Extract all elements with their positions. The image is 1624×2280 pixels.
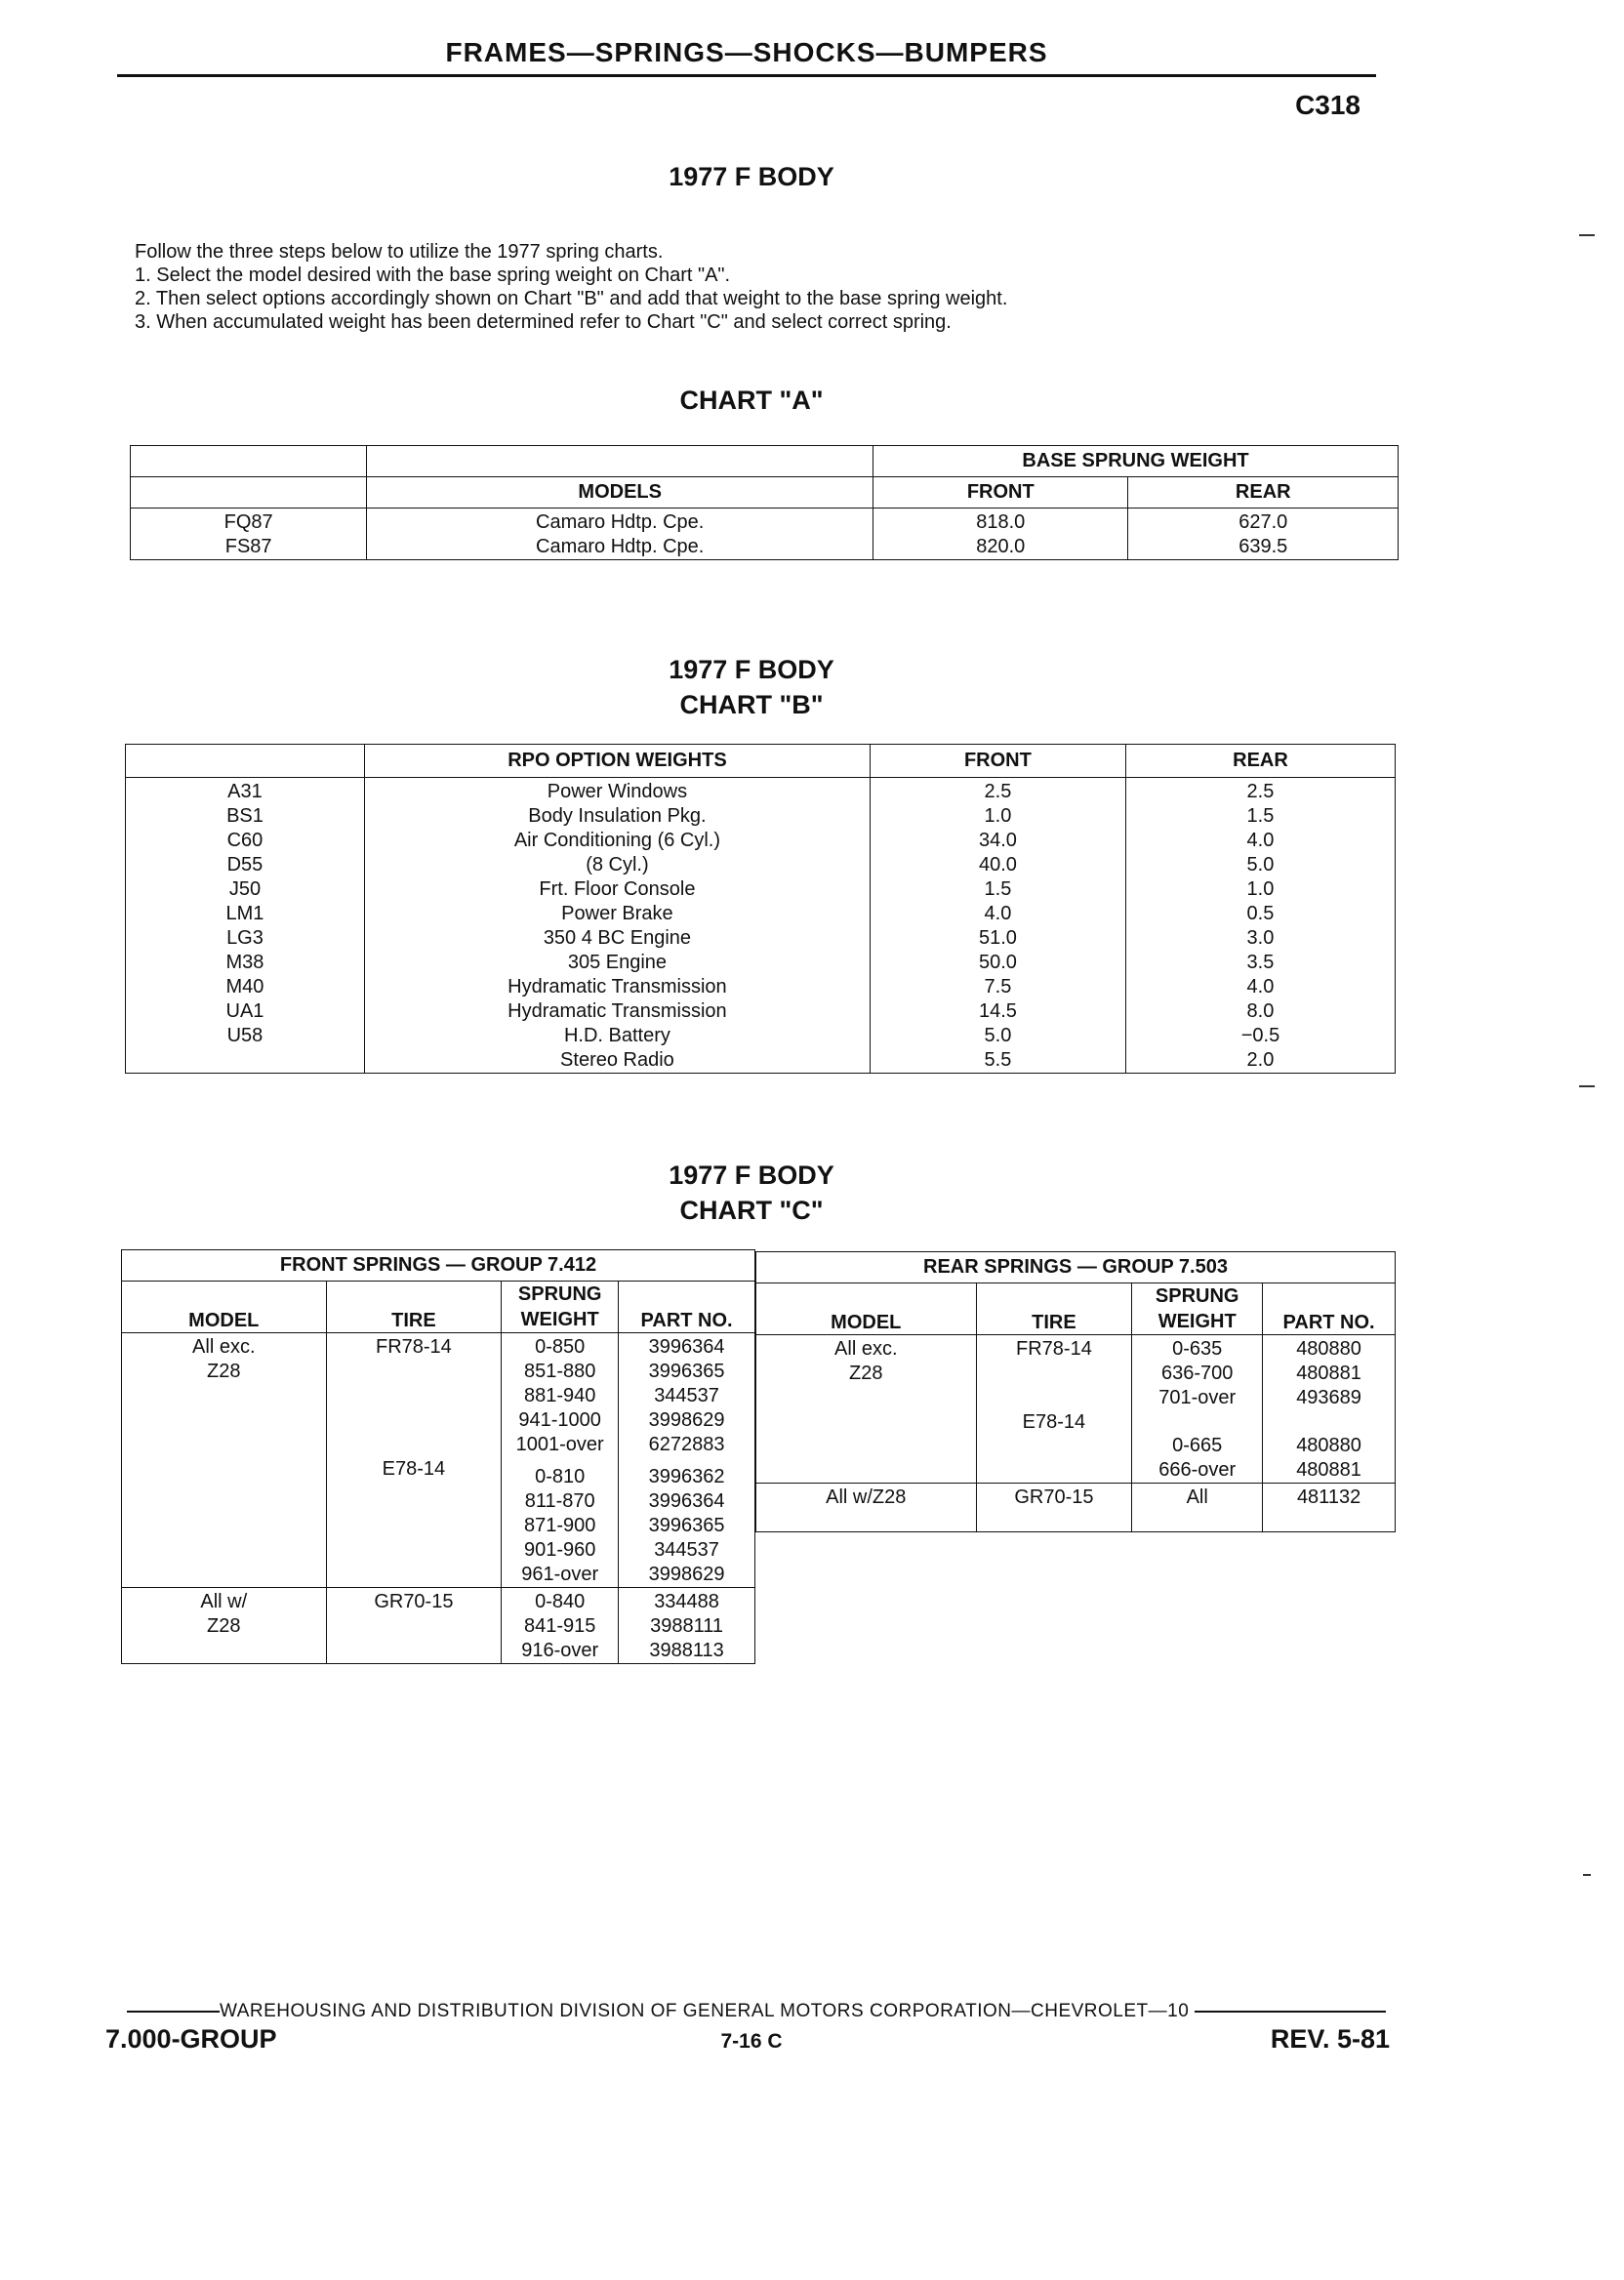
front-sprung-weight: 961-over xyxy=(521,1564,599,1585)
section-title: 1977 F BODY xyxy=(669,162,834,191)
front-part-number: 3996362 xyxy=(648,1466,725,1487)
option-front-weight: 34.0 xyxy=(978,830,1017,851)
front-block1-tires xyxy=(326,1333,502,1588)
front-header-tire: TIRE xyxy=(326,1282,502,1333)
scan-mark xyxy=(1579,234,1595,236)
chart-a-rear: 639.5 xyxy=(1238,536,1288,557)
front-header-model: MODEL xyxy=(122,1282,327,1333)
option-code: M40 xyxy=(225,976,264,998)
chart-a-code: FS87 xyxy=(224,536,272,557)
front-model-line: All w/ xyxy=(200,1591,248,1612)
front-sprung-weight: 841-915 xyxy=(523,1615,596,1637)
option-front-weight: 5.0 xyxy=(984,1025,1012,1046)
instruction-intro: Follow the three steps below to utilize the 1977 spring charts. xyxy=(135,241,664,263)
option-rear-weight: 3.0 xyxy=(1246,927,1275,949)
footer-group: 7.000-GROUP xyxy=(105,2024,277,2054)
rear-springs-group-title: REAR SPRINGS — GROUP 7.503 xyxy=(756,1252,1396,1283)
chart-a-front: 818.0 xyxy=(976,511,1026,533)
option-rear-weight: 2.0 xyxy=(1246,1049,1275,1071)
front-part-number: 3988111 xyxy=(650,1615,724,1637)
rear-block2-weight: All xyxy=(1132,1484,1263,1532)
chart-a-rears xyxy=(1128,509,1399,560)
front-block2-tire: GR70-15 xyxy=(326,1588,502,1664)
option-front-weight: 1.0 xyxy=(984,805,1012,827)
option-rear-weight: 0.5 xyxy=(1246,903,1275,924)
front-block1-model xyxy=(122,1333,327,1588)
option-name: 350 4 BC Engine xyxy=(543,927,692,949)
rear-header-model: MODEL xyxy=(756,1283,977,1335)
chart-a-code: FQ87 xyxy=(223,511,273,533)
footer-revision: REV. 5-81 xyxy=(1270,2024,1390,2054)
front-part-number: 3988113 xyxy=(649,1640,724,1661)
option-code: J50 xyxy=(228,878,262,900)
chart-a-rear: 627.0 xyxy=(1238,511,1288,533)
rear-springs-table xyxy=(755,1251,1396,1532)
footer-dash xyxy=(127,2011,220,2013)
rear-tire: E78-14 xyxy=(1022,1411,1086,1433)
option-code: BS1 xyxy=(226,805,264,827)
front-part-number: 344537 xyxy=(654,1385,719,1406)
instruction-step-2: 2. Then select options accordingly shown on Chart "B" and add that weight to the base spring weight. xyxy=(135,288,1008,309)
rear-block1-parts xyxy=(1263,1335,1396,1484)
rear-block1-tires xyxy=(976,1335,1132,1484)
front-part-number: 3996365 xyxy=(648,1515,725,1536)
front-block2-model xyxy=(122,1588,327,1664)
chart-a-header-front: FRONT xyxy=(873,477,1128,509)
option-name: H.D. Battery xyxy=(563,1025,670,1046)
front-springs-group-title: FRONT SPRINGS — GROUP 7.412 xyxy=(122,1250,755,1282)
option-code: C60 xyxy=(226,830,264,851)
front-part-number: 3998629 xyxy=(648,1564,725,1585)
rear-part-number: 480881 xyxy=(1296,1363,1361,1384)
front-sprung-weight: 851-880 xyxy=(523,1361,596,1382)
rear-part-number: 493689 xyxy=(1296,1387,1361,1408)
front-sprung-weight: 0-840 xyxy=(535,1591,586,1612)
scan-mark xyxy=(1579,1085,1595,1087)
front-header-weight: WEIGHT xyxy=(520,1309,599,1330)
option-name: 305 Engine xyxy=(567,952,668,973)
rear-model-line: Z28 xyxy=(849,1363,883,1384)
front-sprung-weight: 871-900 xyxy=(523,1515,596,1536)
option-front-weight: 5.5 xyxy=(984,1049,1012,1071)
footer-dash xyxy=(1195,2011,1386,2013)
front-block2-weights xyxy=(502,1588,619,1664)
rear-header-part: PART NO. xyxy=(1263,1283,1396,1335)
rear-header-tire: TIRE xyxy=(976,1283,1132,1335)
chart-b-title-1: 1977 F BODY xyxy=(669,655,834,684)
instruction-step-1: 1. Select the model desired with the base spring weight on Chart "A". xyxy=(135,265,731,286)
chart-a-blank xyxy=(367,446,873,477)
chart-b-options xyxy=(364,778,870,1074)
chart-a-table xyxy=(130,445,1399,560)
front-sprung-weight: 881-940 xyxy=(523,1385,596,1406)
chart-a-group-header: BASE SPRUNG WEIGHT xyxy=(873,446,1399,477)
rear-block2-tire: GR70-15 xyxy=(976,1484,1132,1532)
chart-b-title-2: CHART "B" xyxy=(679,690,824,719)
front-tire: FR78-14 xyxy=(375,1336,452,1358)
chart-a-model: Camaro Hdtp. Cpe. xyxy=(536,536,705,557)
option-name: (8 Cyl.) xyxy=(586,854,649,875)
front-header-sprung: SPRUNG xyxy=(517,1283,602,1305)
front-part-number: 3998629 xyxy=(648,1409,725,1431)
option-rear-weight: −0.5 xyxy=(1240,1025,1280,1046)
option-front-weight: 1.5 xyxy=(984,878,1012,900)
option-front-weight: 40.0 xyxy=(978,854,1017,875)
front-header-part: PART NO. xyxy=(619,1282,755,1333)
rear-block2-part: 481132 xyxy=(1263,1484,1396,1532)
option-name: Power Windows xyxy=(547,781,688,802)
instructions xyxy=(135,240,1007,334)
option-code: U58 xyxy=(226,1025,264,1046)
rear-header-weight: WEIGHT xyxy=(1157,1311,1237,1332)
rear-tire: FR78-14 xyxy=(1016,1338,1092,1360)
front-sprung-weight: 916-over xyxy=(521,1640,599,1661)
chart-b-table xyxy=(125,744,1396,1074)
option-code: UA1 xyxy=(225,1000,264,1022)
front-sprung-weight: 901-960 xyxy=(523,1539,596,1561)
front-block2-parts xyxy=(619,1588,755,1664)
option-front-weight: 2.5 xyxy=(984,781,1012,802)
rear-model-line: All exc. xyxy=(834,1338,898,1360)
rear-header-sprung: SPRUNG xyxy=(1155,1285,1239,1307)
chart-c-title-1: 1977 F BODY xyxy=(669,1160,834,1190)
option-name: Power Brake xyxy=(561,903,673,924)
rear-sprung-weight: 0-665 xyxy=(1172,1435,1223,1456)
chart-a-models xyxy=(367,509,873,560)
front-part-number: 3996365 xyxy=(648,1361,725,1382)
front-part-number: 3996364 xyxy=(648,1336,725,1358)
option-name: Hydramatic Transmission xyxy=(508,976,727,998)
option-rear-weight: 5.0 xyxy=(1246,854,1275,875)
footer-text: WAREHOUSING AND DISTRIBUTION DIVISION OF GENERAL MOTORS CORPORATION—CHEVROLET—10 xyxy=(220,2001,1190,2021)
chart-b-codes xyxy=(126,778,365,1074)
front-sprung-weight: 941-1000 xyxy=(518,1409,601,1431)
chart-a-fronts xyxy=(873,509,1128,560)
option-rear-weight: 8.0 xyxy=(1246,1000,1275,1022)
option-front-weight: 14.5 xyxy=(978,1000,1017,1022)
chart-a-front: 820.0 xyxy=(976,536,1026,557)
option-name: Body Insulation Pkg. xyxy=(528,805,707,827)
option-rear-weight: 2.5 xyxy=(1246,781,1275,802)
option-code: LM1 xyxy=(225,903,264,924)
chart-a-header-rear: REAR xyxy=(1128,477,1399,509)
chart-a-blank xyxy=(131,477,367,509)
option-code: D55 xyxy=(226,854,264,875)
option-name: Stereo Radio xyxy=(560,1049,674,1071)
chart-b-header-rear: REAR xyxy=(1125,745,1395,778)
front-tire: E78-14 xyxy=(382,1458,446,1480)
chart-c-title-2: CHART "C" xyxy=(679,1196,824,1225)
option-rear-weight: 4.0 xyxy=(1246,976,1275,998)
footer-page-number: 7-16 C xyxy=(720,2030,783,2053)
option-rear-weight: 3.5 xyxy=(1246,952,1275,973)
front-block1-parts xyxy=(619,1333,755,1588)
rear-block2-model: All w/Z28 xyxy=(756,1484,977,1532)
option-front-weight: 7.5 xyxy=(984,976,1012,998)
rear-sprung-weight: 0-635 xyxy=(1172,1338,1223,1360)
chart-a-title: CHART "A" xyxy=(679,386,824,415)
front-part-number: 3996364 xyxy=(648,1490,725,1512)
option-front-weight: 4.0 xyxy=(984,903,1012,924)
chart-b-rears xyxy=(1125,778,1395,1074)
option-rear-weight: 1.0 xyxy=(1246,878,1275,900)
chart-b-header-front: FRONT xyxy=(870,745,1125,778)
scan-mark xyxy=(1583,1874,1591,1876)
option-rear-weight: 1.5 xyxy=(1246,805,1275,827)
option-code: M38 xyxy=(225,952,264,973)
front-part-number: 344537 xyxy=(654,1539,719,1561)
front-model-line: Z28 xyxy=(207,1615,241,1637)
rear-part-number: 480881 xyxy=(1296,1459,1361,1481)
front-header-sprung-weight xyxy=(502,1282,619,1333)
chart-b-fronts xyxy=(870,778,1125,1074)
front-part-number: 6272883 xyxy=(648,1434,725,1455)
front-sprung-weight: 811-870 xyxy=(524,1490,595,1512)
chart-b-header-options: RPO OPTION WEIGHTS xyxy=(364,745,870,778)
header-rule xyxy=(117,74,1376,77)
rear-sprung-weight: 636-700 xyxy=(1161,1363,1234,1384)
option-name: Hydramatic Transmission xyxy=(508,1000,727,1022)
option-code: A31 xyxy=(227,781,263,802)
option-code: LG3 xyxy=(226,927,264,949)
rear-block1-weights xyxy=(1132,1335,1263,1484)
front-sprung-weight: 0-810 xyxy=(535,1466,586,1487)
front-sprung-weight: 0-850 xyxy=(535,1336,586,1358)
footer-line xyxy=(127,2001,1386,2022)
chart-a-model: Camaro Hdtp. Cpe. xyxy=(536,511,705,533)
rear-sprung-weight: 666-over xyxy=(1158,1459,1237,1481)
option-name: Air Conditioning (6 Cyl.) xyxy=(513,830,721,851)
front-model-line: All exc. xyxy=(192,1336,256,1358)
rear-header-sprung-weight xyxy=(1132,1283,1263,1335)
chart-a-codes xyxy=(131,509,367,560)
chart-a-blank xyxy=(131,446,367,477)
page-code: C318 xyxy=(1295,90,1360,120)
instruction-step-3: 3. When accumulated weight has been determined refer to Chart "C" and select correct spring. xyxy=(135,311,952,333)
front-springs-table xyxy=(121,1249,755,1664)
front-model-line: Z28 xyxy=(207,1361,241,1382)
rear-part-number: 480880 xyxy=(1296,1435,1361,1456)
option-rear-weight: 4.0 xyxy=(1246,830,1275,851)
option-front-weight: 50.0 xyxy=(978,952,1017,973)
rear-sprung-weight: 701-over xyxy=(1158,1387,1237,1408)
front-block1-weights xyxy=(502,1333,619,1588)
chart-b-blank xyxy=(126,745,365,778)
page-header-title: FRAMES—SPRINGS—SHOCKS—BUMPERS xyxy=(445,37,1048,67)
front-sprung-weight: 1001-over xyxy=(515,1434,604,1455)
option-name: Frt. Floor Console xyxy=(539,878,696,900)
rear-part-number: 480880 xyxy=(1296,1338,1361,1360)
front-part-number: 334488 xyxy=(654,1591,719,1612)
option-front-weight: 51.0 xyxy=(978,927,1017,949)
chart-a-header-models: MODELS xyxy=(367,477,873,509)
rear-block1-model xyxy=(756,1335,977,1484)
